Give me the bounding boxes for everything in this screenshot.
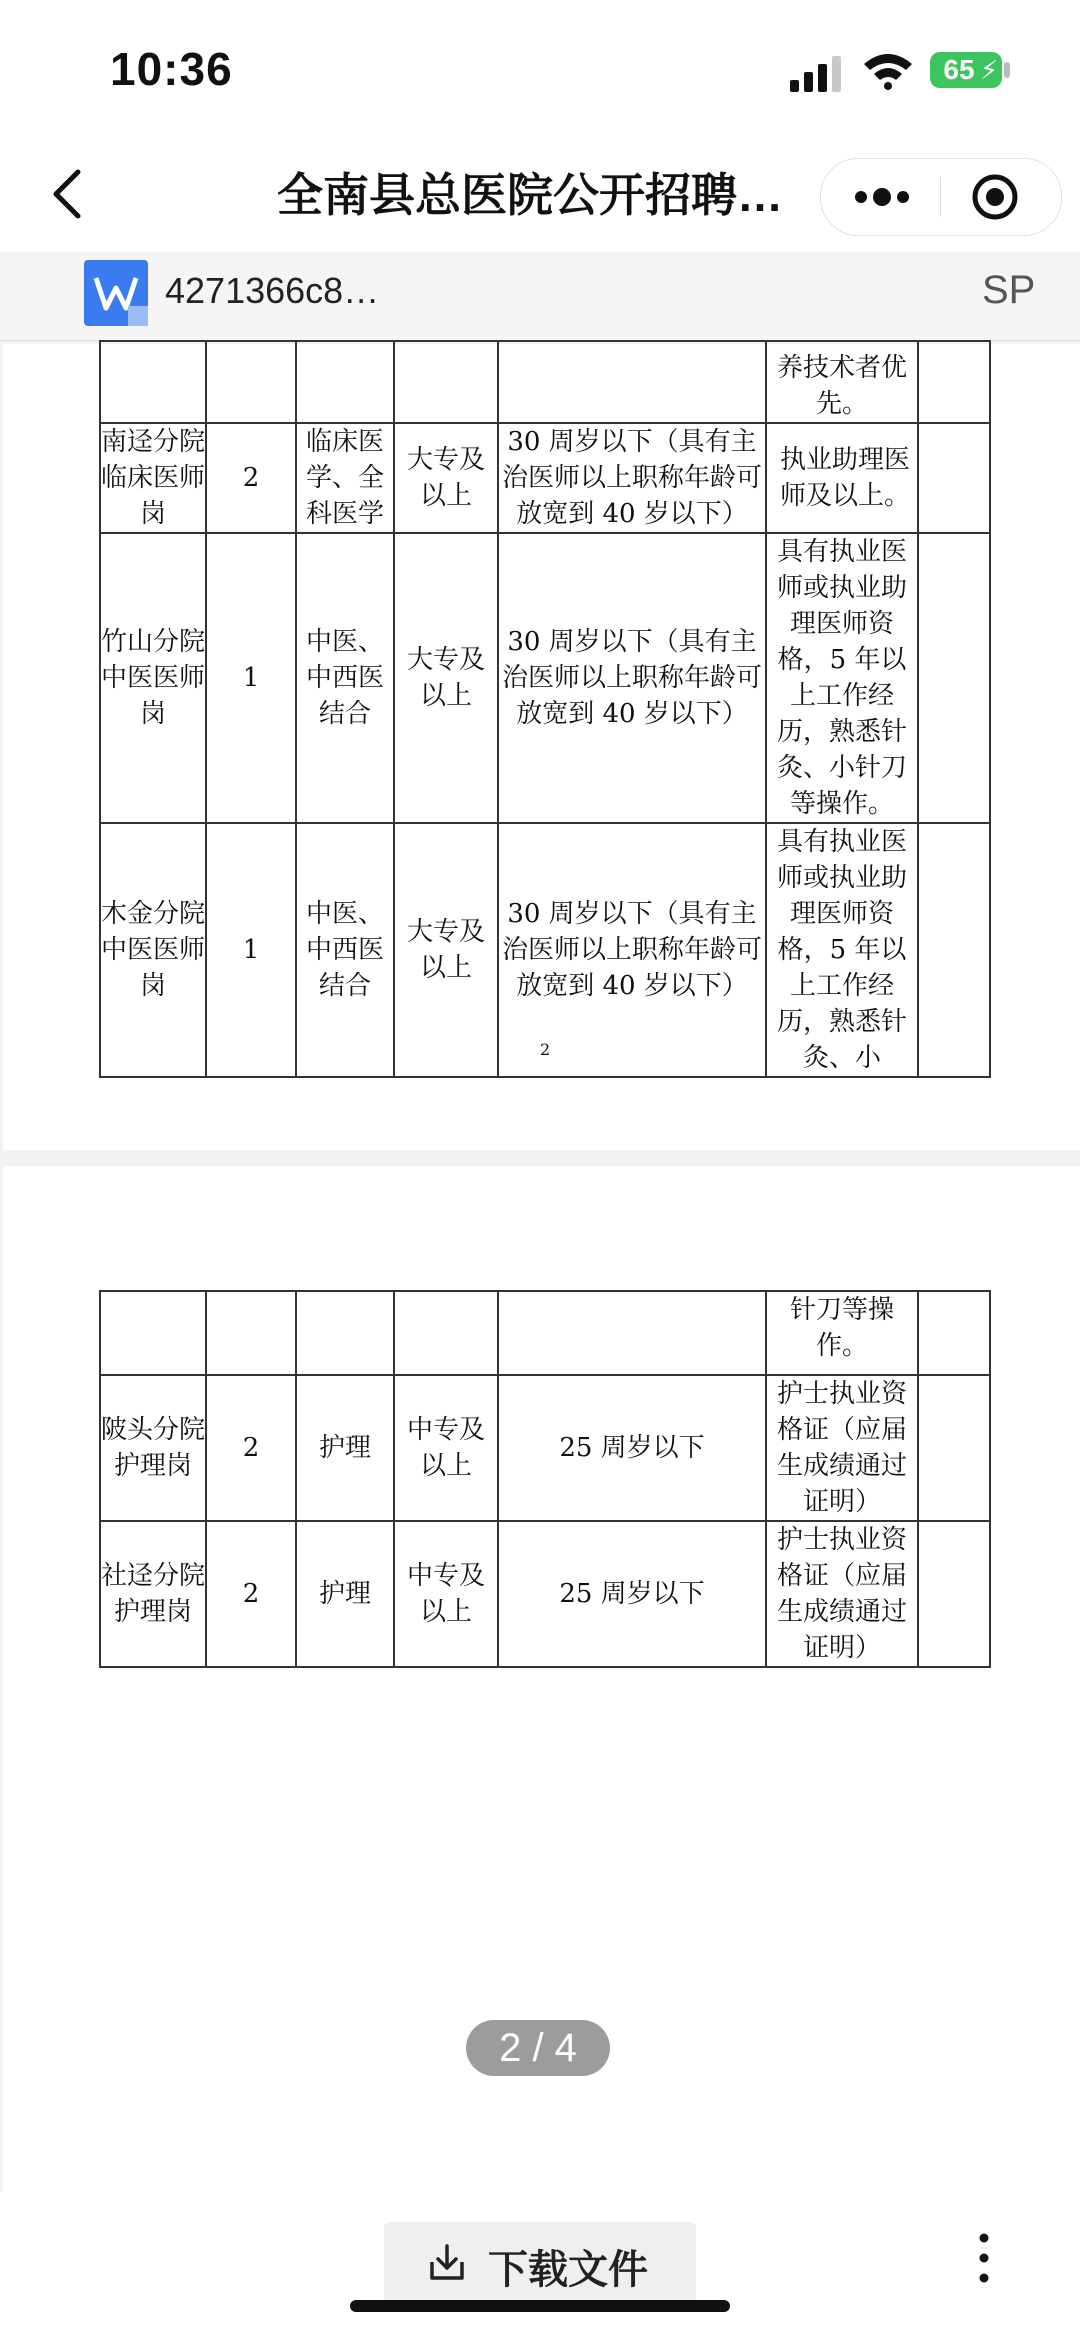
age-cell: 30 周岁以下（具有主治医师以上职称年龄可放宽到 40 岁以下） bbox=[498, 823, 766, 1077]
table-row bbox=[100, 823, 990, 1077]
page-indicator: 2 / 4 bbox=[466, 2020, 610, 2076]
requirement-cell: 护士执业资格证（应届生成绩通过证明） bbox=[766, 1521, 918, 1667]
download-icon bbox=[426, 2242, 468, 2284]
major-cell: 临床医学、全科医学 bbox=[296, 423, 394, 533]
table-row bbox=[100, 423, 990, 533]
requirement-cell: 具有执业医师或执业助理医师资格，5 年以上工作经历，熟悉针灸、小 bbox=[766, 823, 918, 1077]
download-file-button[interactable] bbox=[384, 2222, 696, 2306]
table-row bbox=[100, 1375, 990, 1521]
major-cell: 护理 bbox=[296, 1521, 394, 1667]
requirement-cell: 具有执业医师或执业助理医师资格，5 年以上工作经历，熟悉针灸、小针刀等操作。 bbox=[766, 533, 918, 823]
capsule-divider bbox=[940, 177, 941, 217]
file-fold-corner bbox=[128, 306, 148, 326]
table-row bbox=[100, 1291, 990, 1375]
bottom-toolbar bbox=[0, 2192, 1080, 2337]
cellular-signal-icon bbox=[790, 56, 844, 92]
status-bar bbox=[0, 0, 1080, 140]
download-label: 下载文件 bbox=[488, 2248, 648, 2292]
wifi-icon bbox=[862, 50, 914, 90]
education-cell: 大专及以上 bbox=[394, 533, 498, 823]
file-header bbox=[0, 252, 1080, 341]
count-cell: 1 bbox=[206, 533, 296, 823]
count-cell: 2 bbox=[206, 1521, 296, 1667]
age-cell: 25 周岁以下 bbox=[498, 1375, 766, 1521]
battery-level: 65 bbox=[943, 54, 975, 85]
count-cell: 1 bbox=[206, 823, 296, 1077]
education-cell: 中专及以上 bbox=[394, 1375, 498, 1521]
home-indicator bbox=[350, 2300, 730, 2312]
mini-program-capsule bbox=[820, 158, 1062, 236]
position-cell: 陂头分院护理岗 bbox=[100, 1375, 206, 1521]
table-row bbox=[100, 1521, 990, 1667]
requirement-cell: 执业助理医师及以上。 bbox=[766, 423, 918, 533]
education-cell: 中专及以上 bbox=[394, 1521, 498, 1667]
nav-bar bbox=[0, 140, 1080, 252]
clock: 10:36 bbox=[110, 43, 233, 95]
more-vertical-icon[interactable] bbox=[964, 2228, 1004, 2288]
recruitment-table-page1 bbox=[99, 340, 991, 1078]
age-cell: 30 周岁以下（具有主治医师以上职称年龄可放宽到 40 岁以下） bbox=[498, 423, 766, 533]
major-cell: 中医、中西医结合 bbox=[296, 823, 394, 1077]
requirement-cell: 养技术者优先。 bbox=[766, 341, 918, 423]
count-cell: 2 bbox=[206, 423, 296, 533]
requirement-cell: 针刀等操作。 bbox=[766, 1291, 918, 1375]
document-page-1 bbox=[3, 344, 1080, 1150]
education-cell: 大专及以上 bbox=[394, 423, 498, 533]
position-cell: 竹山分院中医医师岗 bbox=[100, 533, 206, 823]
position-cell: 南迳分院临床医师岗 bbox=[100, 423, 206, 533]
table-row bbox=[100, 533, 990, 823]
requirement-cell: 护士执业资格证（应届生成绩通过证明） bbox=[766, 1375, 918, 1521]
age-cell: 25 周岁以下 bbox=[498, 1521, 766, 1667]
back-chevron-icon[interactable] bbox=[40, 164, 100, 224]
file-name: 4271366c8… bbox=[165, 270, 380, 311]
battery-tip bbox=[1004, 62, 1010, 78]
charging-bolt-icon: ⚡ bbox=[980, 55, 999, 85]
file-type-label: SP bbox=[982, 268, 1036, 312]
age-cell: 30 周岁以下（具有主治医师以上职称年龄可放宽到 40 岁以下） bbox=[498, 533, 766, 823]
close-target-icon[interactable] bbox=[971, 173, 1019, 221]
page-title: 全南县总医院公开招聘… bbox=[277, 169, 783, 221]
major-cell: 护理 bbox=[296, 1375, 394, 1521]
major-cell: 中医、中西医结合 bbox=[296, 533, 394, 823]
position-cell: 木金分院中医医师岗 bbox=[100, 823, 206, 1077]
education-cell: 大专及以上 bbox=[394, 823, 498, 1077]
recruitment-table-page2 bbox=[99, 1290, 991, 1668]
count-cell: 2 bbox=[206, 1375, 296, 1521]
page-number: 2 bbox=[540, 1040, 551, 1059]
position-cell: 社迳分院护理岗 bbox=[100, 1521, 206, 1667]
more-dots-icon[interactable] bbox=[847, 175, 917, 219]
table-row bbox=[100, 341, 990, 423]
